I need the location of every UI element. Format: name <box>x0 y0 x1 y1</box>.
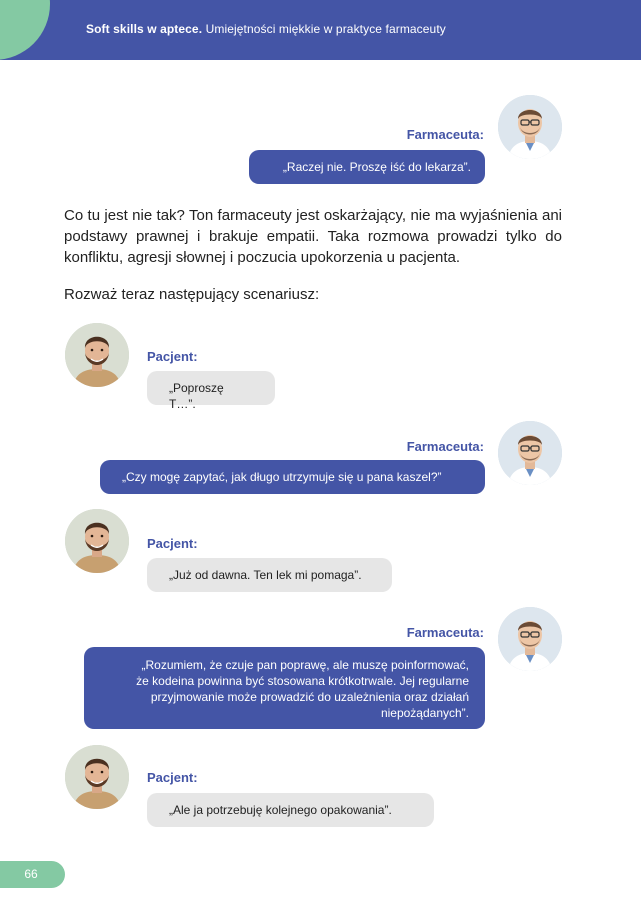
speech-text-line: niepożądanych”. <box>380 706 469 720</box>
speaker-label-patient: Pacjent: <box>147 536 198 551</box>
patient-avatar <box>65 323 129 387</box>
header-decor-circle <box>0 0 50 60</box>
body-paragraph-intro: Rozważ teraz następujący scenariusz: <box>64 286 320 303</box>
speech-text: „Raczej nie. Proszę iść do lekarza”. <box>282 160 471 174</box>
patient-speech-bubble <box>147 793 434 827</box>
speaker-label-pharmacist: Farmaceuta: <box>406 439 484 454</box>
header-title <box>86 22 446 36</box>
page-number-tab <box>0 861 65 888</box>
speech-text: „Ale ja potrzebuję kolejnego opakowania”. <box>169 803 392 817</box>
page-header <box>0 0 641 60</box>
header-title-rest: Umiejętności miękkie w praktyce farmaceuty <box>205 22 446 36</box>
speech-text: „Już od dawna. Ten lek mi pomaga”. <box>169 568 362 582</box>
pharmacist-speech-bubble <box>100 460 485 494</box>
speaker-label-pharmacist: Farmaceuta: <box>406 127 484 142</box>
speech-text: „Czy mogę zapytać, jak długo utrzymuje się u pana kaszel?” <box>122 470 442 484</box>
patient-speech-bubble <box>147 558 392 592</box>
speaker-label-patient: Pacjent: <box>147 349 198 364</box>
speaker-label-patient: Pacjent: <box>147 770 198 785</box>
speech-text-line: że kodeina powinna być stosowana krótkotrwale. Jej regularne <box>136 674 469 688</box>
speaker-label-pharmacist: Farmaceuta: <box>406 625 484 640</box>
page-number: 66 <box>24 867 38 881</box>
pharmacist-avatar <box>498 421 562 485</box>
patient-avatar <box>65 745 129 809</box>
pharmacist-speech-bubble <box>249 150 485 184</box>
body-paragraph: Co tu jest nie tak? Ton farmaceuty jest oskarżający, nie ma wyjaśnienia ani podstawy prawnej i brakuje empatii. Taka rozmowa prowadzi tylko do konfliktu, agresji słownej i poczucia upokorzenia u pacjenta. <box>64 207 562 266</box>
pharmacist-speech-bubble <box>84 647 485 729</box>
pharmacist-avatar <box>498 607 562 671</box>
patient-speech-bubble <box>147 371 275 411</box>
speech-text-line: „Rozumiem, że czuje pan poprawę, ale muszę poinformować, <box>141 658 469 672</box>
speech-text: „Poproszę T…”. <box>169 381 224 411</box>
pharmacist-avatar <box>498 95 562 159</box>
header-title-bold: Soft skills w aptece. <box>86 22 203 36</box>
speech-text-line: przyjmowanie może prowadzić do uzależnienia oraz działań <box>150 690 469 704</box>
patient-avatar <box>65 509 129 573</box>
